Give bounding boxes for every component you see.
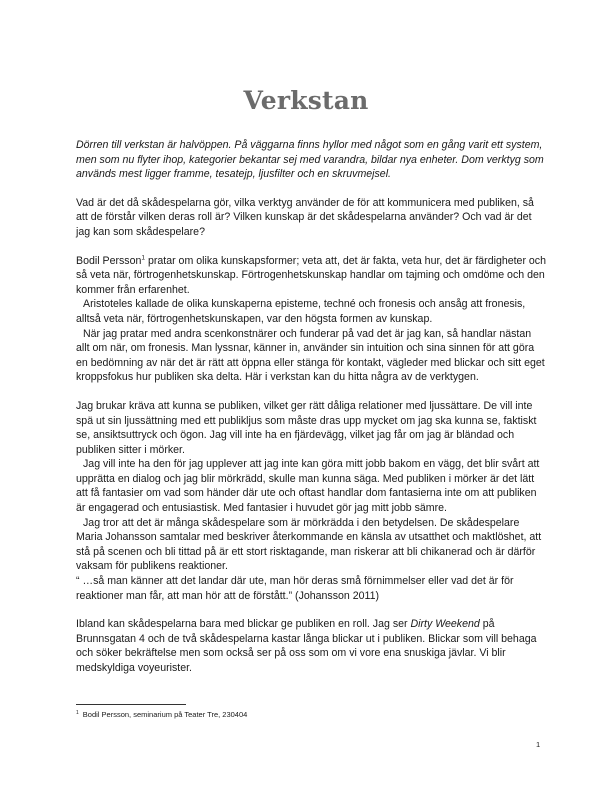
body-paragraph: Vad är det då skådespelarna gör, vilka verktyg använder de för att kommunicera med publiken, så att de förstår vilken deras roll är? Vilken kunskap är det skådespelarna använder? Och vad är det jag kan som skådespelare? (76, 196, 534, 238)
page-title: Verkstan (243, 86, 369, 115)
paragraph-gap (76, 385, 546, 399)
body-text: på Brunnsgatan 4 och de två skådespelarna kastar långa blickar ut i publiken. Blickar som vill behaga och söker bekräftelse men som också ser på oss som om vi vore ena snuskiga jävlar. Vi blir medskyldiga voyeurister. (76, 618, 537, 674)
quote-paragraph: “ …så man känner att det landar där ute, man hör deras små förnimmelser eller vad det är för reaktioner man får, att man hör att de förstått.” (Johansson 2011) (76, 575, 514, 602)
paragraph-gap (76, 182, 546, 196)
body-paragraph: Jag brukar kräva att kunna se publiken, vilket ger rätt dåliga relationer med ljussättare. De vill inte spä ut sin ljussättning med ett publikljus som måste dras upp mycket om jag ska kunna se, faktiskt se, ansiktsuttryck och ögon. Jag vill inte ha en fjärdevägg, vilket jag får om jag är bländad och publiken sitter i mörker. (76, 399, 537, 456)
body-paragraph: Jag vill inte ha den för jag upplever att jag inte kan göra mitt jobb bakom en vägg, det blir svårt att upprätta en dialog och jag blir mörkrädd, skulle man kunna säga. Med publiken i mörker är det lätt att få fantasier om vad som händer där ute och oftast handlar dom fantasierna inte om att publiken är engagerad och entusiastisk. Med fantasier i huvudet gör jag mitt jobb sämre. (76, 458, 540, 515)
body-paragraph (76, 617, 546, 675)
footnote-number: 1 (76, 709, 79, 716)
body-paragraph: När jag pratar med andra scenkonstnärer och funderar på vad det är jag kan, så handlar nästan allt om när, om fronesis. Man lyssnar, känner in, använder sin intuition och sina sinnen för att göra en bedömning av när det är rätt att öppna eller stänga för kontakt, vägleder med blickar och sitt eget kroppsfokus hur publiken ska delta. Här i verkstan kan du hitta några av de verktygen. (76, 327, 545, 384)
document-body (76, 138, 546, 676)
body-paragraph (76, 254, 546, 298)
body-paragraph: Aristoteles kallade de olika kunskaperna episteme, techné och fronesis och ansåg att fronesis, alltså veta när, förtrogenhetskunskapen, var den högsta formen av kunskap. (76, 298, 526, 325)
footnote-ref: 1 (141, 254, 145, 262)
body-paragraph: Jag tror att det är många skådespelare som är mörkrädda i den betydelsen. De skådespelare Maria Johansson samtalar med beskriver återkommande en känsla av utsatthet och maktlöshet, att stå på scenen och bli tittad på är ett stort risktagande, man riskerar att bli chikanerad och är därför vaksam för publikens reaktioner. (76, 516, 542, 573)
body-text: pratar om olika kunskapsformer; veta att, det är fakta, veta hur, det är färdigheter och så veta när, förtrogenhetskunskap. Förtrogenhetskunskap handlar om tajming och omdöme och den kommer från erfarenhet. (76, 254, 546, 296)
person-name: Bodil Persson (76, 254, 142, 267)
footnote-text: Bodil Persson, seminarium på Teater Tre, 230404 (82, 710, 248, 719)
page-number: 1 (536, 740, 541, 749)
footnote (76, 710, 247, 719)
intro-paragraph: Dörren till verkstan är halvöppen. På väggarna finns hyllor med något som en gång varit ett system, men som nu flyter ihop, kategorier bekantar sej med varandra, bildar nya enheter. Dom verktyg som används mest ligger framme, tesatejp, ljusfilter och en skruvmejsel. (76, 139, 544, 181)
body-text: Ibland kan skådespelarna bara med blickar ge publiken en roll. Jag ser (76, 618, 411, 631)
paragraph-gap (76, 603, 546, 617)
footnote-divider (76, 704, 186, 705)
production-title: Dirty Weekend (410, 618, 480, 631)
paragraph-gap (76, 240, 546, 254)
